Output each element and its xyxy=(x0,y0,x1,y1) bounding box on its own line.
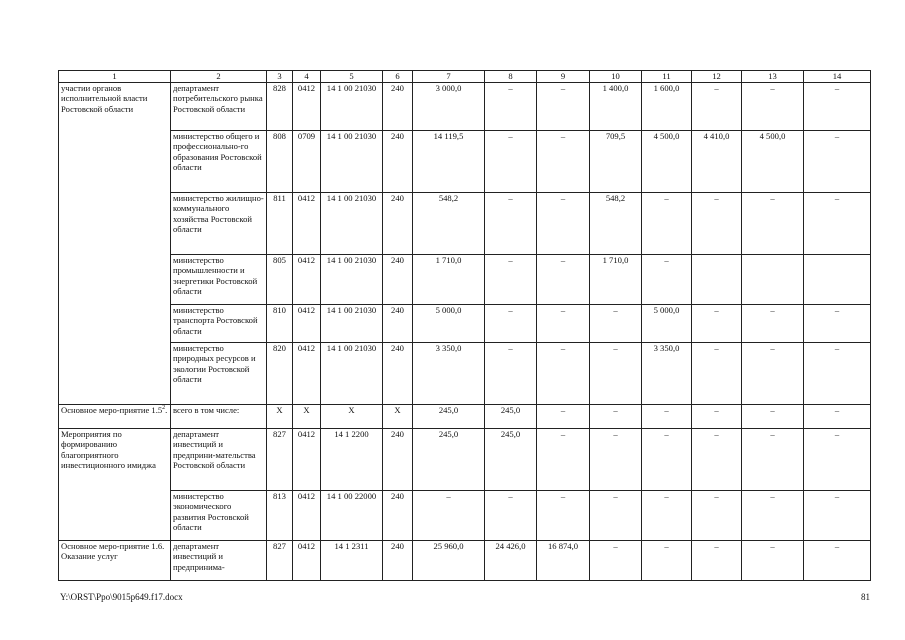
table-cell: 827 xyxy=(267,429,293,491)
column-header: 2 xyxy=(171,71,267,83)
table-cell: 548,2 xyxy=(590,193,642,255)
footnote-mark: 2 xyxy=(162,405,166,412)
table-cell: 240 xyxy=(383,255,413,305)
table-cell xyxy=(804,255,871,305)
table-cell: 0709 xyxy=(293,131,321,193)
column-header: 4 xyxy=(293,71,321,83)
table-cell: – xyxy=(692,193,742,255)
column-header: 6 xyxy=(383,71,413,83)
table-cell: 14 1 00 21030 xyxy=(321,305,383,343)
table-cell: 240 xyxy=(383,131,413,193)
table-cell: – xyxy=(485,193,537,255)
table-cell: 240 xyxy=(383,193,413,255)
table-cell: 810 xyxy=(267,305,293,343)
table-cell: 240 xyxy=(383,429,413,491)
table-cell: 0412 xyxy=(293,83,321,131)
table-cell: – xyxy=(804,429,871,491)
executor-cell: министерство транспорта Ростовской области xyxy=(171,305,267,343)
table-cell: – xyxy=(804,491,871,541)
column-header: 7 xyxy=(413,71,485,83)
executor-cell: всего в том числе: xyxy=(171,405,267,429)
table-cell: 811 xyxy=(267,193,293,255)
table-cell: 1 710,0 xyxy=(413,255,485,305)
table-cell: – xyxy=(642,405,692,429)
table-cell: 0412 xyxy=(293,343,321,405)
table-cell: – xyxy=(537,131,590,193)
column-header: 10 xyxy=(590,71,642,83)
table-cell: 820 xyxy=(267,343,293,405)
table-cell: 5 000,0 xyxy=(413,305,485,343)
table-cell: – xyxy=(692,491,742,541)
table-row xyxy=(59,305,871,343)
table-cell: – xyxy=(537,255,590,305)
column-header: 11 xyxy=(642,71,692,83)
table-cell: 16 874,0 xyxy=(537,541,590,581)
table-row xyxy=(59,255,871,305)
table-cell: – xyxy=(692,343,742,405)
table-cell: 5 000,0 xyxy=(642,305,692,343)
table-cell: 14 1 00 21030 xyxy=(321,343,383,405)
table-cell: – xyxy=(742,429,804,491)
table-cell: 240 xyxy=(383,305,413,343)
table-cell: – xyxy=(485,305,537,343)
table-row xyxy=(59,131,871,193)
table-row xyxy=(59,83,871,131)
table-cell: – xyxy=(485,131,537,193)
column-header: 8 xyxy=(485,71,537,83)
table-cell: – xyxy=(692,429,742,491)
table-cell: 1 400,0 xyxy=(590,83,642,131)
table-cell: – xyxy=(742,305,804,343)
table-cell: – xyxy=(537,343,590,405)
table-cell: – xyxy=(742,193,804,255)
table-cell: – xyxy=(537,491,590,541)
table-cell: 3 350,0 xyxy=(642,343,692,405)
table-cell: 3 000,0 xyxy=(413,83,485,131)
table-cell: – xyxy=(590,305,642,343)
table-cell: – xyxy=(537,429,590,491)
table-cell: 827 xyxy=(267,541,293,581)
table-cell: – xyxy=(590,405,642,429)
table-cell: – xyxy=(804,83,871,131)
table-cell: Х xyxy=(321,405,383,429)
table-cell: 240 xyxy=(383,491,413,541)
table-cell: – xyxy=(590,541,642,581)
table-row xyxy=(59,429,871,491)
table-cell: – xyxy=(590,343,642,405)
table-cell: – xyxy=(692,405,742,429)
table-cell: 0412 xyxy=(293,541,321,581)
table-cell: – xyxy=(537,405,590,429)
table-cell: – xyxy=(413,491,485,541)
table-cell: Х xyxy=(293,405,321,429)
table-cell: 0412 xyxy=(293,305,321,343)
column-header: 9 xyxy=(537,71,590,83)
executor-cell: министерство промышленности и энергетики Ростовской области xyxy=(171,255,267,305)
table-cell xyxy=(742,255,804,305)
table-cell: 14 1 00 21030 xyxy=(321,83,383,131)
table-cell: 14 1 00 21030 xyxy=(321,193,383,255)
table-row xyxy=(59,491,871,541)
header-row xyxy=(59,71,871,83)
table-row xyxy=(59,193,871,255)
table-cell: – xyxy=(692,83,742,131)
table-cell: 14 1 00 21030 xyxy=(321,255,383,305)
table-cell: 245,0 xyxy=(485,405,537,429)
activity-cell: Основное меро-приятие $1.5^2$. xyxy=(59,405,171,429)
table-cell: Х xyxy=(267,405,293,429)
table-cell: – xyxy=(642,491,692,541)
table-cell: 808 xyxy=(267,131,293,193)
table-cell: 805 xyxy=(267,255,293,305)
table-cell: – xyxy=(692,305,742,343)
table-cell: – xyxy=(804,405,871,429)
table-cell: – xyxy=(642,255,692,305)
table-cell: – xyxy=(642,541,692,581)
table-cell: – xyxy=(485,491,537,541)
table-cell: 14 1 00 22000 xyxy=(321,491,383,541)
table-cell: 0412 xyxy=(293,193,321,255)
table-cell: 14 1 00 21030 xyxy=(321,131,383,193)
table-cell: 14 1 2311 xyxy=(321,541,383,581)
executor-cell: департамент инвестиций и предпринима- xyxy=(171,541,267,581)
table-cell: 245,0 xyxy=(413,429,485,491)
table-cell: – xyxy=(804,541,871,581)
table-cell: – xyxy=(742,541,804,581)
table-cell: 240 xyxy=(383,541,413,581)
table-cell: 1 600,0 xyxy=(642,83,692,131)
table-cell: – xyxy=(742,343,804,405)
table-cell: – xyxy=(804,305,871,343)
table-cell: – xyxy=(804,131,871,193)
table-cell: 240 xyxy=(383,343,413,405)
table-cell: 14 1 2200 xyxy=(321,429,383,491)
column-header: 13 xyxy=(742,71,804,83)
table-cell: – xyxy=(590,429,642,491)
executor-cell: министерство общего и профессионально-го образования Ростовской области xyxy=(171,131,267,193)
table-cell: – xyxy=(590,491,642,541)
budget-table xyxy=(58,70,871,581)
executor-cell: министерство жилищно-коммунального хозяйства Ростовской области xyxy=(171,193,267,255)
table-cell: – xyxy=(742,83,804,131)
table-cell: – xyxy=(804,193,871,255)
table-cell: 709,5 xyxy=(590,131,642,193)
table-cell: 548,2 xyxy=(413,193,485,255)
page-number: 81 xyxy=(861,592,870,602)
table-cell: – xyxy=(537,305,590,343)
table-cell: – xyxy=(485,343,537,405)
executor-cell: министерство экономического развития Ростовской области xyxy=(171,491,267,541)
table-cell: 245,0 xyxy=(485,429,537,491)
table-cell: 4 500,0 xyxy=(742,131,804,193)
activity-cell: участии органов исполнительной власти Ростовской области xyxy=(59,83,171,405)
table-cell: – xyxy=(537,83,590,131)
table-cell: 813 xyxy=(267,491,293,541)
table-cell: – xyxy=(642,193,692,255)
table-cell: – xyxy=(742,405,804,429)
table-row xyxy=(59,405,871,429)
table-cell: 245,0 xyxy=(413,405,485,429)
table-row xyxy=(59,343,871,405)
table-row xyxy=(59,541,871,581)
table-cell: 828 xyxy=(267,83,293,131)
table-cell: 25 960,0 xyxy=(413,541,485,581)
table-cell: 240 xyxy=(383,83,413,131)
table-cell: – xyxy=(485,255,537,305)
column-header: 3 xyxy=(267,71,293,83)
table-cell: – xyxy=(804,343,871,405)
executor-cell: департамент потребительского рынка Ростовской области xyxy=(171,83,267,131)
activity-cell: Основное меро-приятие 1.6. Оказание услуг xyxy=(59,541,171,581)
table-cell: 24 426,0 xyxy=(485,541,537,581)
table-cell: – xyxy=(642,429,692,491)
table-cell: 4 500,0 xyxy=(642,131,692,193)
table-cell: – xyxy=(692,541,742,581)
table-cell: 0412 xyxy=(293,255,321,305)
table-cell: 14 119,5 xyxy=(413,131,485,193)
table-cell: Х xyxy=(383,405,413,429)
table-cell: 0412 xyxy=(293,491,321,541)
table-cell: – xyxy=(742,491,804,541)
table-cell: 4 410,0 xyxy=(692,131,742,193)
footer-file-path: Y:\ORST\Ppo\9015p649.f17.docx xyxy=(60,592,183,602)
table-cell: 0412 xyxy=(293,429,321,491)
column-header: 5 xyxy=(321,71,383,83)
table-cell: 1 710,0 xyxy=(590,255,642,305)
column-header: 12 xyxy=(692,71,742,83)
column-header: 1 xyxy=(59,71,171,83)
column-header: 14 xyxy=(804,71,871,83)
table-cell: 3 350,0 xyxy=(413,343,485,405)
activity-cell: Мероприятия по формированию благоприятного инвестиционного имиджа xyxy=(59,429,171,541)
executor-cell: департамент инвестиций и предприни-мательства Ростовской области xyxy=(171,429,267,491)
executor-cell: министерство природных ресурсов и экологии Ростовской области xyxy=(171,343,267,405)
table-cell xyxy=(692,255,742,305)
table-cell: – xyxy=(537,193,590,255)
table-cell: – xyxy=(485,83,537,131)
